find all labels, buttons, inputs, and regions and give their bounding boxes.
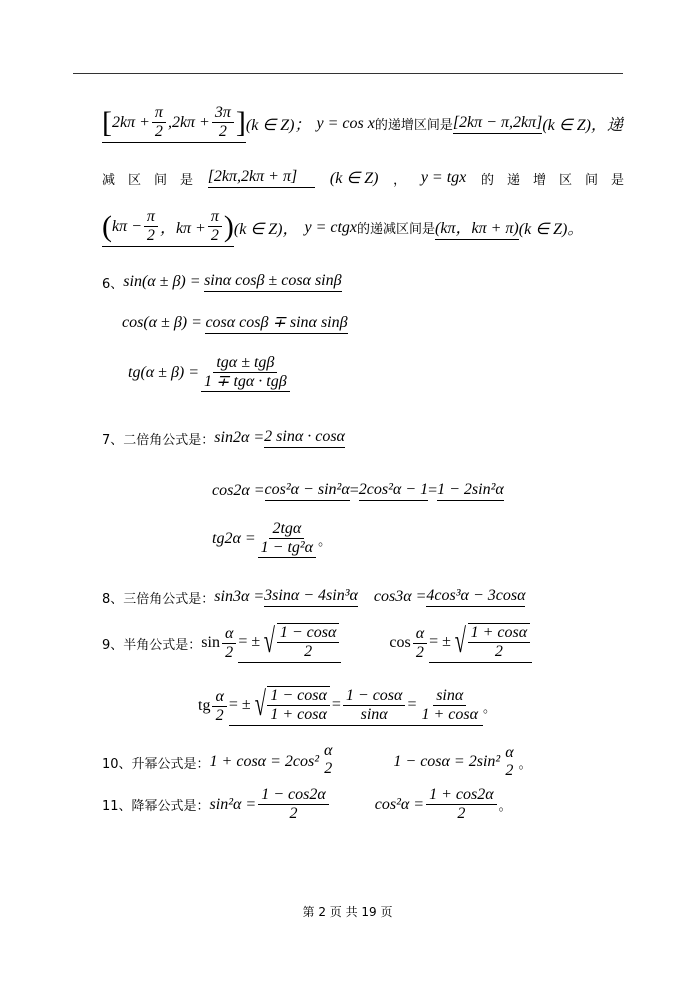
- item-label: 10、升幂公式是：: [102, 756, 210, 772]
- equals: =: [349, 482, 359, 499]
- denominator: 2: [324, 760, 333, 777]
- numerator: 1 − cos2α: [258, 786, 329, 805]
- numerator: π: [144, 208, 158, 227]
- answer: 2cos²α − 1: [359, 481, 428, 501]
- text: 的递减区间是: [357, 222, 436, 237]
- formula: 1 + cosα = 2cos²: [209, 753, 319, 770]
- denominator: 2: [289, 805, 298, 822]
- item-label: 9、半角公式是：: [102, 637, 202, 653]
- equals: =: [428, 482, 438, 499]
- item-number: 6、: [102, 276, 124, 292]
- fraction: [208, 208, 222, 245]
- cos-decreasing-interval: [2kπ,2kπ + π]: [208, 168, 316, 188]
- answer: 3sinα − 4sin³α: [264, 587, 358, 607]
- numerator: 1 − cosα: [267, 687, 330, 706]
- double-angle-sin: [102, 428, 345, 448]
- text: ，: [393, 172, 407, 188]
- denominator: 2: [146, 227, 155, 244]
- numerator: α: [212, 688, 226, 707]
- answer: 2 sinα · cosα: [264, 428, 345, 448]
- lhs: cos: [389, 634, 411, 651]
- period: 。: [318, 533, 332, 549]
- k-in-z: (k ∈ Z)，递: [542, 117, 623, 134]
- denominator: 2: [457, 805, 466, 822]
- answer: cos²α − sin²α: [265, 481, 350, 501]
- k-in-z: (k ∈ Z)；: [245, 117, 311, 134]
- answer: [229, 686, 483, 726]
- numerator: 3π: [212, 104, 234, 123]
- numerator: α: [324, 742, 333, 759]
- answer: [238, 623, 341, 663]
- answer: [258, 520, 316, 558]
- term: 2kπ +: [112, 113, 150, 131]
- sqrt: √ $\frac{1 - \cos\alpha}{1 + \cos\alpha}$: [251, 686, 332, 724]
- denominator: 1 + cosα: [270, 706, 327, 723]
- period: 。: [498, 799, 512, 814]
- function-label: y = cos x: [316, 114, 375, 132]
- half-angle-tg: [198, 686, 496, 726]
- k-in-z: (k ∈ Z)。: [518, 221, 584, 238]
- function-label: y = tgx: [420, 169, 467, 186]
- period: 。: [518, 756, 532, 772]
- answer: sinα cosβ ± cosα sinβ: [204, 272, 342, 292]
- fraction: [426, 786, 497, 823]
- answer: [201, 354, 290, 392]
- denominator: 2: [494, 643, 503, 660]
- row-cos-decreasing: [102, 104, 623, 143]
- numerator: 1 − cosα: [343, 687, 406, 706]
- formula: sin²α =: [209, 795, 257, 813]
- lhs: sin2α =: [214, 429, 265, 446]
- text: 减 区 间 是: [102, 172, 194, 188]
- triple-angle: [102, 587, 525, 607]
- numerator: α: [505, 744, 514, 761]
- row-ctg-decreasing: [102, 208, 583, 247]
- period: 。: [483, 700, 497, 716]
- lhs: tg: [198, 697, 211, 714]
- tg-increasing-interval: [102, 208, 234, 247]
- formula: 1 − cosα = 2sin²: [393, 753, 501, 770]
- double-angle-tg: [212, 520, 331, 558]
- denominator: 1 − tg²α: [260, 539, 314, 556]
- numerator: 1 + cos2α: [426, 786, 497, 805]
- fraction: [413, 625, 427, 662]
- denominator: 1 ∓ tgα · tgβ: [204, 373, 287, 390]
- sqrt: √ $\frac{1 + \cos\alpha}{2}$: [451, 623, 532, 661]
- term: ，kπ +: [159, 220, 206, 237]
- sum-formula-tg: [128, 354, 292, 392]
- sqrt: √ $\frac{1 - \cos\alpha}{2}$: [260, 623, 341, 661]
- lhs: tg(α ± β) =: [128, 364, 200, 381]
- answer: 1 − 2sin²α: [437, 481, 504, 501]
- text: 的递增区间是: [374, 118, 453, 133]
- page-footer: 第 2 页 共 19 页: [302, 905, 393, 919]
- lhs: cos2α =: [212, 482, 265, 499]
- term: ,2kπ +: [167, 113, 210, 131]
- row-tg-increasing: [102, 168, 624, 188]
- fraction: [212, 104, 234, 141]
- equals: =: [331, 696, 341, 713]
- text: 的 递 增 区 间 是: [480, 172, 624, 188]
- numerator: π: [152, 104, 166, 123]
- numerator: 1 + cosα: [468, 624, 531, 643]
- fraction: [152, 104, 166, 141]
- answer: 4cos³α − 3cosα: [426, 587, 525, 607]
- plus-minus: = ±: [238, 633, 261, 650]
- item-label: 7、二倍角公式是：: [102, 432, 215, 448]
- lhs: sin: [201, 634, 220, 651]
- function-label: y = ctgx: [304, 218, 358, 236]
- denominator: 1 + cosα: [421, 705, 478, 723]
- plus-minus: = ±: [228, 696, 251, 713]
- sin-decreasing-interval: [102, 104, 246, 143]
- ctg-decreasing-interval: (kπ，kπ + π): [435, 215, 519, 240]
- numerator: α: [222, 625, 236, 644]
- item-label: 11、降幂公式是：: [102, 799, 210, 814]
- numerator: π: [208, 208, 222, 227]
- header-rule: [73, 73, 623, 74]
- numerator: sinα: [433, 687, 466, 706]
- answer: cosα cosβ ∓ sinα sinβ: [205, 312, 347, 334]
- fraction: [222, 625, 236, 662]
- denominator: sinα: [360, 705, 388, 723]
- lhs: cos3α =: [373, 588, 427, 605]
- denominator: 2: [218, 123, 227, 140]
- k-in-z: (k ∈ Z): [329, 170, 379, 187]
- formula: cos²α =: [374, 795, 425, 813]
- power-raising: [102, 744, 532, 780]
- term: kπ −: [112, 217, 142, 235]
- denominator: 2: [505, 762, 514, 779]
- denominator: 2: [304, 643, 313, 660]
- half-angle-sin-cos: [102, 623, 532, 663]
- sum-formula-cos: [122, 312, 348, 334]
- denominator: 2: [210, 227, 219, 244]
- cos-increasing-interval: [2kπ − π,2kπ]: [453, 114, 543, 134]
- paren: (: [102, 209, 112, 243]
- paren: ): [223, 209, 234, 243]
- fraction: [258, 786, 329, 823]
- bracket: [: [102, 105, 112, 139]
- plus-minus: = ±: [429, 633, 451, 650]
- item-label: 8、三倍角公式是：: [102, 591, 215, 607]
- k-in-z: (k ∈ Z)，: [233, 221, 299, 238]
- double-angle-cos: [212, 481, 504, 501]
- fraction: [212, 688, 226, 725]
- lhs: cos(α ± β) =: [122, 314, 202, 331]
- numerator: 2tgα: [269, 520, 304, 539]
- power-reducing: [102, 786, 512, 823]
- equals: =: [407, 696, 417, 713]
- sum-formula-sin: [102, 272, 342, 292]
- fraction: [502, 744, 516, 780]
- lhs: sin3α =: [214, 588, 265, 605]
- denominator: 2: [215, 706, 224, 724]
- fraction: [321, 742, 335, 778]
- lhs: tg2α =: [212, 530, 256, 547]
- denominator: 2: [225, 643, 234, 661]
- lhs: sin(α ± β) =: [123, 273, 201, 290]
- fraction: [144, 208, 158, 245]
- numerator: α: [413, 625, 427, 644]
- denominator: 2: [154, 123, 163, 140]
- denominator: 2: [415, 643, 424, 661]
- answer: [429, 623, 532, 663]
- bracket: ]: [235, 105, 246, 139]
- numerator: 1 − cosα: [277, 624, 340, 643]
- numerator: tgα ± tgβ: [213, 354, 277, 373]
